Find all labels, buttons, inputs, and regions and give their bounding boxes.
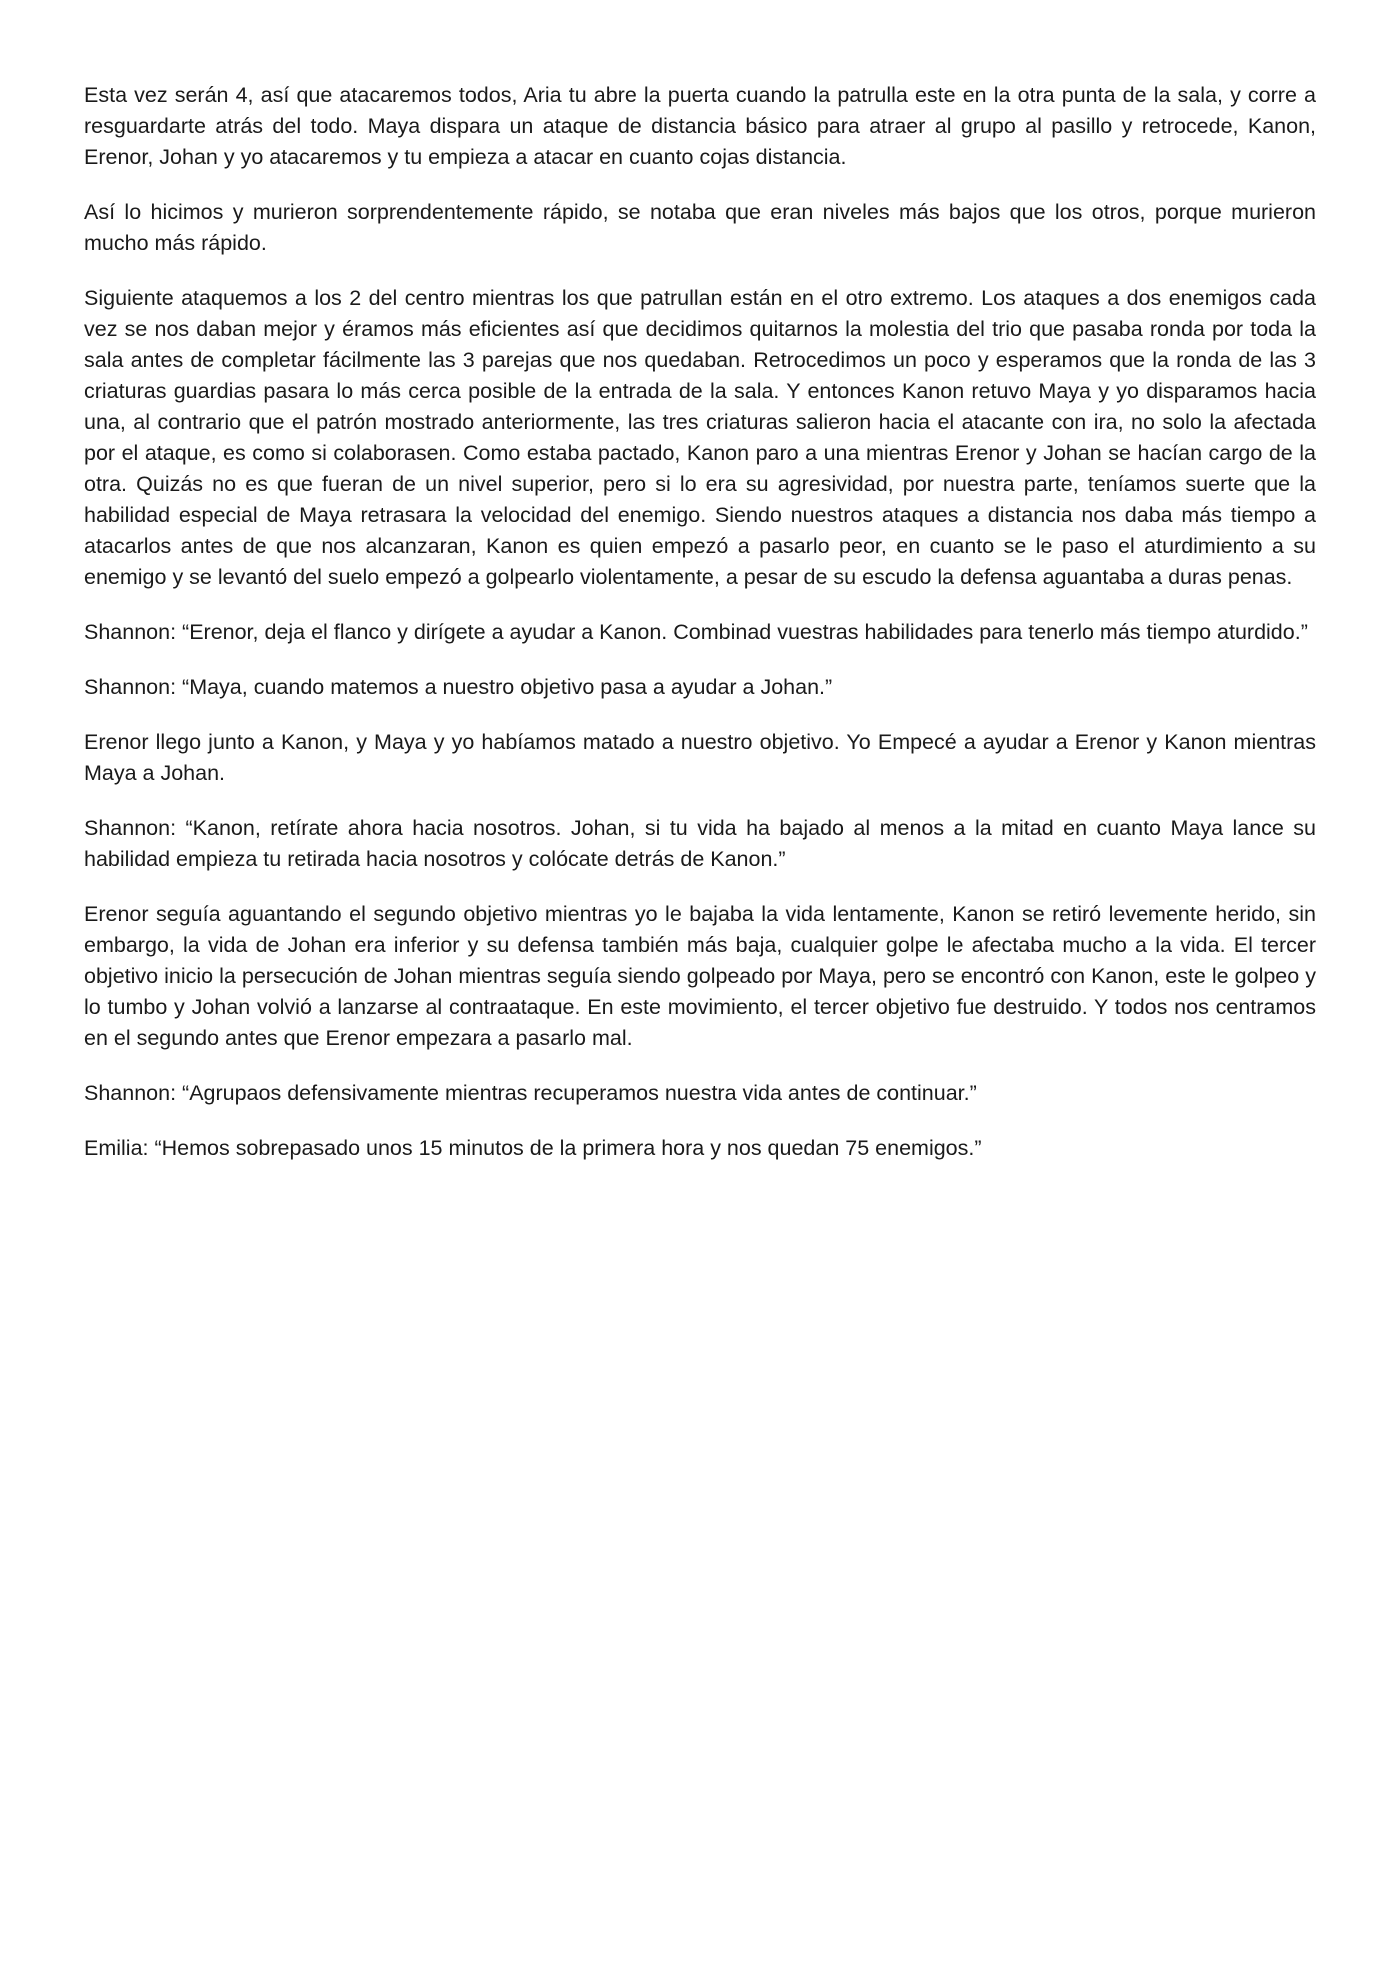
paragraph: Así lo hicimos y murieron sorprendentemente rápido, se notaba que eran niveles más bajos que los otros, porque murieron mucho más rápido. xyxy=(84,200,1316,255)
dialogue-paragraph: Emilia: “Hemos sobrepasado unos 15 minutos de la primera hora y nos quedan 75 enemigos.” xyxy=(84,1136,982,1160)
dialogue-paragraph: Shannon: “Kanon, retírate ahora hacia nosotros. Johan, si tu vida ha bajado al menos a la mitad en cuanto Maya lance su habilidad empieza tu retirada hacia nosotros y colócate detrás de Kanon.” xyxy=(84,816,1316,871)
paragraph: Siguiente ataquemos a los 2 del centro mientras los que patrullan están en el otro extremo. Los ataques a dos enemigos cada vez se nos daban mejor y éramos más eficientes así que decidimos quitarnos la molestia del trio que pasaba ronda por toda la sala antes de completar fácilmente las 3 parejas que nos quedaban. Retrocedimos un poco y esperamos que la ronda de las 3 criaturas guardias pasara lo más cerca posible de la entrada de la sala. Y entonces Kanon retuvo Maya y yo disparamos hacia una, al contrario que el patrón mostrado anteriormente, las tres criaturas salieron hacia el atacante con ira, no solo la afectada por el ataque, es como si colaborasen. Como estaba pactado, Kanon paro a una mientras Erenor y Johan se hacían cargo de la otra. Quizás no es que fueran de un nivel superior, pero si lo era su agresividad, por nuestra parte, teníamos suerte que la habilidad especial de Maya retrasara la velocidad del enemigo. Siendo nuestros ataques a distancia nos daba más tiempo a atacarlos antes de que nos alcanzaran, Kanon es quien empezó a pasarlo peor, en cuanto se le paso el aturdimiento a su enemigo y se levantó del suelo empezó a golpearlo violentamente, a pesar de su escudo la defensa aguantaba a duras penas. xyxy=(84,286,1316,589)
paragraph: Erenor llego junto a Kanon, y Maya y yo habíamos matado a nuestro objetivo. Yo Empecé a ayudar a Erenor y Kanon mientras Maya a Johan. xyxy=(84,730,1316,785)
dialogue-paragraph: Shannon: “Maya, cuando matemos a nuestro objetivo pasa a ayudar a Johan.” xyxy=(84,675,833,699)
paragraph: Erenor seguía aguantando el segundo objetivo mientras yo le bajaba la vida lentamente, Kanon se retiró levemente herido, sin embargo, la vida de Johan era inferior y su defensa también más baja, cualquier golpe le afectaba mucho a la vida. El tercer objetivo inicio la persecución de Johan mientras seguía siendo golpeado por Maya, pero se encontró con Kanon, este le golpeo y lo tumbo y Johan volvió a lanzarse al contraataque. En este movimiento, el tercer objetivo fue destruido. Y todos nos centramos en el segundo antes que Erenor empezara a pasarlo mal. xyxy=(84,902,1316,1050)
dialogue-paragraph: Shannon: “Erenor, deja el flanco y dirígete a ayudar a Kanon. Combinad vuestras habilidades para tenerlo más tiempo aturdido.” xyxy=(84,620,1308,644)
document-page xyxy=(84,80,1316,1188)
paragraph: Esta vez serán 4, así que atacaremos todos, Aria tu abre la puerta cuando la patrulla este en la otra punta de la sala, y corre a resguardarte atrás del todo. Maya dispara un ataque de distancia básico para atraer al grupo al pasillo y retrocede, Kanon, Erenor, Johan y yo atacaremos y tu empieza a atacar en cuanto cojas distancia. xyxy=(84,83,1316,169)
dialogue-paragraph: Shannon: “Agrupaos defensivamente mientras recuperamos nuestra vida antes de continuar.” xyxy=(84,1081,977,1105)
